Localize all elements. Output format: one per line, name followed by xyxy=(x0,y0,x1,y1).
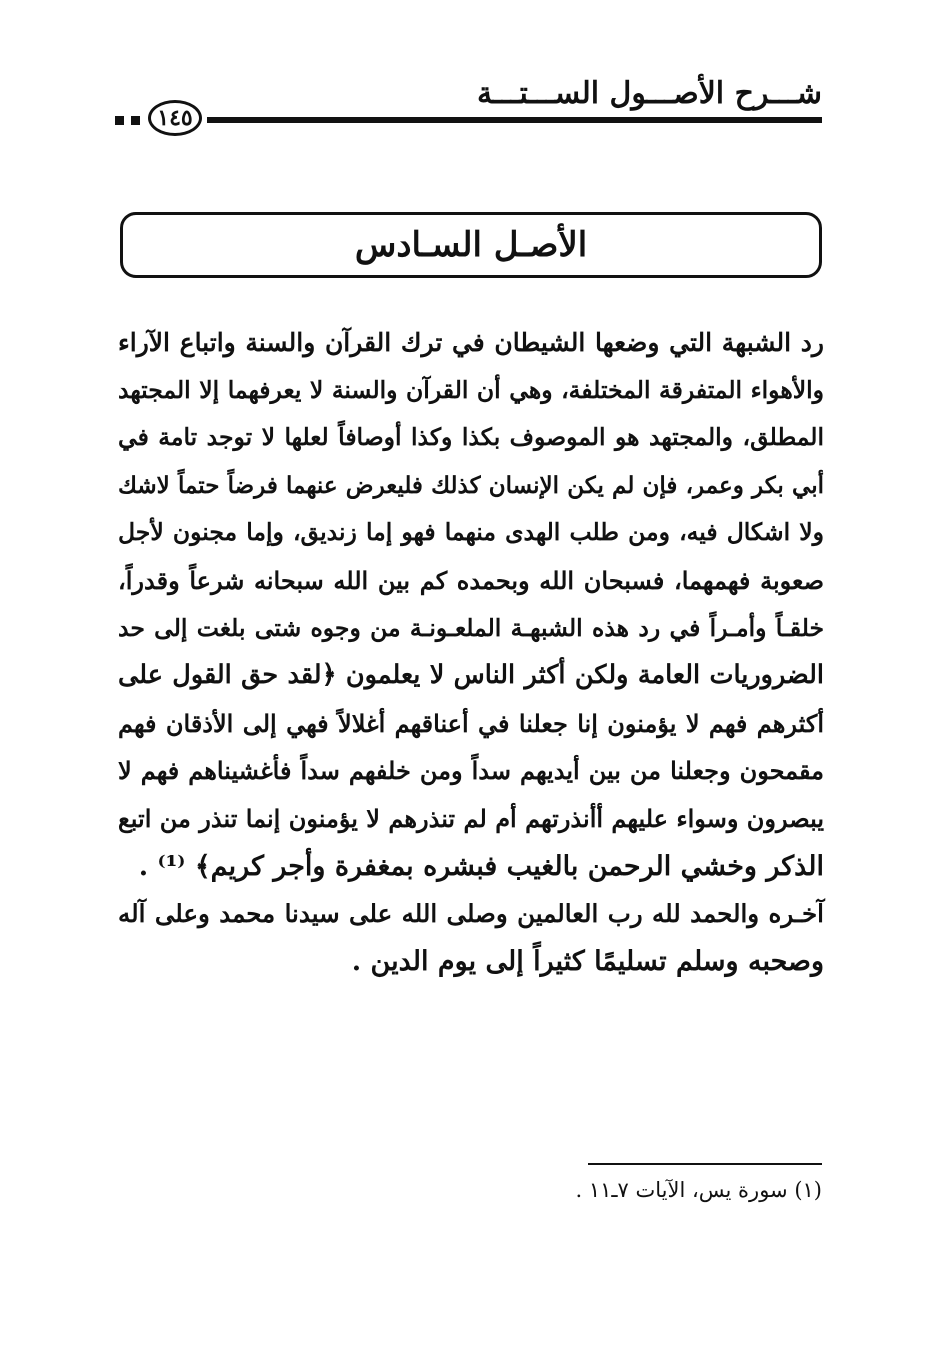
text-line: يبصرون وسواء عليهم أأنذرتهم أم لم تنذرهم لا يؤمنون إنما تنذر من اتبع xyxy=(118,803,824,833)
text-line: صعوبة فهمهما، فسبحان الله وبحمده كم بين الله سبحانه شرعاً وقدراً، xyxy=(118,565,824,595)
text-line: الذكر وخشي الرحمن بالغيب فبشره بمغفرة وأجر كريم﴾ ⁽¹⁾ . xyxy=(138,850,824,882)
text-line: رد الشبهة التي وضعها الشيطان في ترك القرآن والسنة واتباع الآراء xyxy=(118,328,824,357)
footnote-rule xyxy=(588,1163,822,1165)
text-line: ولا اشكال فيه، ومن طلب الهدى منهما فهو إما زنديق، وإما مجنون لأجل xyxy=(118,518,824,547)
dot-ornament xyxy=(131,116,140,125)
section-title: الأصـل السـادس xyxy=(354,225,588,265)
text-line: أكثرهم فهم لا يؤمنون إنا جعلنا في أعناقهم أغلالاً فهي إلى الأذقان فهم xyxy=(118,708,824,738)
text-line: وصحبه وسلم تسليمًا كثيراً إلى يوم الدين . xyxy=(351,945,824,977)
dot-ornament xyxy=(115,116,124,125)
text-line: الضروريات العامة ولكن أكثر الناس لا يعلمون ﴿لقد حق القول على xyxy=(118,660,824,691)
footnote: (١) سورة يس، الآيات ٧ـ١١ . xyxy=(575,1178,822,1202)
text-line: المطلق، والمجتهد هو الموصوف بكذا وكذا أوصافاً لعلها لا توجد تامة في xyxy=(118,423,824,452)
text-line: خلقـاً وأمـراً في رد هذه الشبهـة الملعـونـة من وجوه شتى بلغت إلى حد xyxy=(118,613,824,642)
text-line: أبي بكر وعمر، فإن لم يكن الإنسان كذلك فليعرض عنهما فرضاً حتماً لاشك xyxy=(118,471,824,499)
text-line: آخـره والحمد لله رب العالمين وصلى الله على سيدنا محمد وعلى آله xyxy=(118,899,824,929)
main-text xyxy=(118,319,824,985)
book-title: شـــرح الأصـــول الســـتـــة xyxy=(477,76,822,111)
text-line: مقمحون وجعلنا من بين أيديهم سداً ومن خلفهم سداً فأغشيناهم فهم لا xyxy=(118,756,824,786)
header-rule xyxy=(207,117,822,123)
page-number: ١٤٥ xyxy=(148,100,202,136)
section-title-box xyxy=(120,212,822,278)
text-line: والأهواء المتفرقة المختلفة، وهي أن القرآن والسنة لا يعرفهما إلا المجتهد xyxy=(118,375,824,404)
